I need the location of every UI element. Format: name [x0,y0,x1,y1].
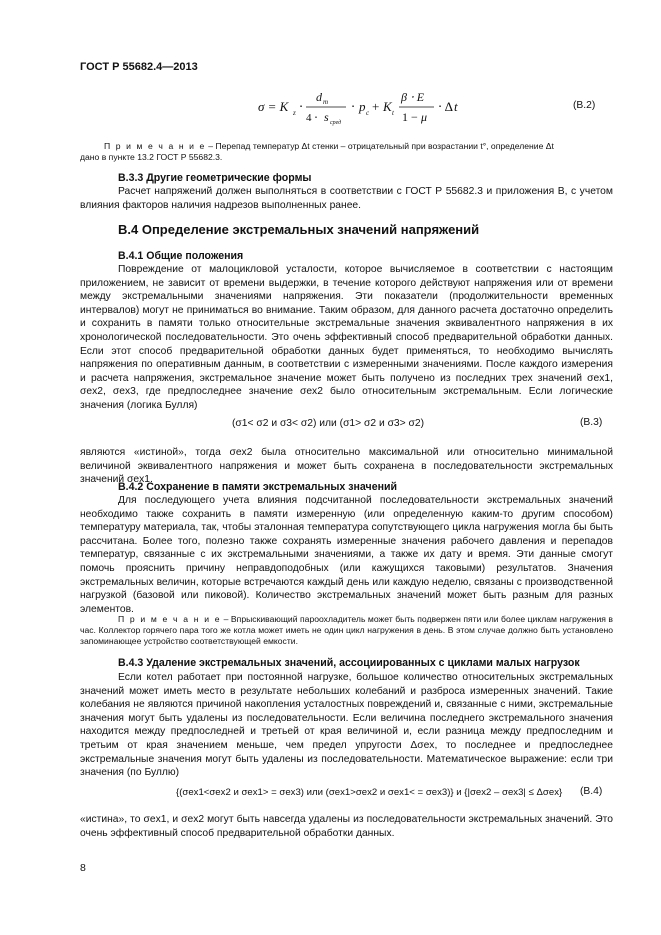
section-b41-text: Повреждение от малоцикловой усталости, которое вычисляемое в соответствии с настоящим приложением, не зависит от времени выдержки, в течение которого действуют напряжения или от времени между экстремальными значениями напряжения. Эти показатели (продолжительности временных интервалов) могут не приниматься во внимание. Таким образом, для данного расчета достаточно определить и сохранить в памяти только относительные экстремальные значения эквивалентного напряжения в их хронологической последовательности. Это очень эффективный способ предварительной обработки данных. Если этот способ предварительной обработки данных будет применяться, то необходимо вычислять напряжения по оперативным данным, в соответствии с измеренными значениями. После каждого измерения и расчета напряжения, экстремальное значение может быть получено из последних трех значений σex1, σex2, σex3, где предпоследнее значение σex2 было относительным экстремальным. Если логические значения (логика Булля) [80,264,613,411]
formula-b2-graphic [258,86,458,128]
note-1-line2: дано в пункте 13.2 ГОСТ Р 55682.3. [80,152,223,163]
section-b42-title: В.4.2 Сохранение в памяти экстремальных значений [118,481,398,493]
svg-text:d: d [316,90,322,104]
section-b33-text: Расчет напряжений должен выполняться в соответствии с ГОСТ Р 55682.3 и приложения В, с учетом влияния факторов наличия надрезов выполненных ранее. [80,186,613,211]
section-b43-title: В.4.3 Удаление экстремальных значений, ассоциированных с циклами малых нагрузок [118,657,580,669]
section-b43-text: Если котел работает при постоянной нагрузке, большое количество относительных экстремальных значений может иметь место в результате небольших колебаний и разброса измеренных значений. Такие колебания не являются причиной накопления усталостных повреждений и, связанные с ними, экстремальные значения могут быть удалены из последовательности. Если величина последнего экстремального значения находится между предпоследней и третьей от края величиной и, если разница между предпоследним и третьим от края значением меньше, чем предел упругости Δσex, то последнее и предпоследнее экстремальные значения могут быть удалены из последовательности. Математическое выражение: если три значения (по Буллю) [80,672,613,779]
note-1-label: П р и м е ч а н и е [104,141,206,151]
equation-b4: {(σex1<σex2 и σex1> = σex3) или (σex1>σex2 и σex1< = σex3)} и {|σex2 – σex3| ≤ Δσex} [176,787,563,798]
page-number: 8 [80,862,86,874]
svg-text:сред: сред [330,120,342,126]
after-b4-text: «истина», то σex1, и σex2 могут быть навсегда удалены из последовательности экстремальных значений. Это очень эффективный способ предварительной обработки данных. [80,814,613,839]
equation-b3: (σ1< σ2 и σ3< σ2) или (σ1> σ2 и σ3> σ2) [232,418,425,429]
note-1-line1: – Перепад температур Δt стенки – отрицательный при возрастании t°, определение Δt [205,141,554,151]
svg-text:s: s [324,110,329,124]
svg-text:β ⋅ E: β ⋅ E [401,90,425,104]
svg-text:σ = K: σ = K [258,99,289,114]
note-2-text: – Впрыскивающий пароохладитель может быть подвержен пяти или более циклам нагружения в час. Коллектор горячего пара того же котла может иметь не один цикл нагружения в день. В этом случае должно быть установлено запоминающее устройство соответствующей емкости. [80,614,613,647]
equation-number-b2: (В.2) [573,100,596,111]
after-b3-text: являются «истиной», тогда σex2 была относительно максимальной или относительно минимальной величиной эквивалентного напряжения и может быть сохранена в последовательности экстремальных значений σex1. [80,447,613,486]
document-header: ГОСТ Р 55682.4—2013 [80,61,198,73]
formula-b2 [258,86,458,128]
svg-text:p: p [359,99,366,114]
section-b33-title: В.3.3 Другие геометрические формы [118,172,312,184]
equation-number-b4: (В.4) [580,786,603,797]
svg-text:4 ⋅: 4 ⋅ [306,112,318,124]
section-b42-text: Для последующего учета влияния подсчитанной последовательности экстремальных значений необходимо также сохранить в памяти измеренную (или определенную каким-то другим способом) температуру материала, так, чтобы эталонная температура сопутствующего цикла нагружения могла бы быть рассчитана. Более того, полезно также сохранять измеренные значения рабочего давления и перепадов температур, связанные с их экстремальными значениями, а также их дату и время. Эти данные смогут помочь прояснить причину неправдоподобных (или кажущихся таковыми) результатов. Значения экстремальных величин, которые встречаются каждый день или каждую неделю, связаны с производственной нагрузкой (базовой или пиковой). Количество экстремальных значений может быть разным для разных элементов. [80,495,613,615]
svg-text:⋅: ⋅ [299,99,304,114]
svg-text:c: c [366,109,370,117]
svg-text:K: K [383,99,392,114]
svg-text:m: m [323,98,329,106]
note-2 [80,614,613,648]
svg-text:t: t [454,99,458,114]
note-2-label: П р и м е ч а н и е [118,614,222,624]
svg-text:t: t [392,109,394,117]
section-b41-title: В.4.1 Общие положения [118,250,244,262]
svg-text:1 −: 1 − [402,110,418,124]
svg-text:⋅ Δ: ⋅ Δ [438,99,454,114]
svg-text:μ: μ [421,110,428,124]
note-1 [80,141,613,163]
equation-number-b3: (В.3) [580,417,603,428]
svg-text:z: z [293,109,296,117]
svg-text:⋅: ⋅ [351,99,356,114]
section-b4-title: В.4 Определение экстремальных значений напряжений [118,222,480,237]
svg-text:+: + [372,99,380,114]
